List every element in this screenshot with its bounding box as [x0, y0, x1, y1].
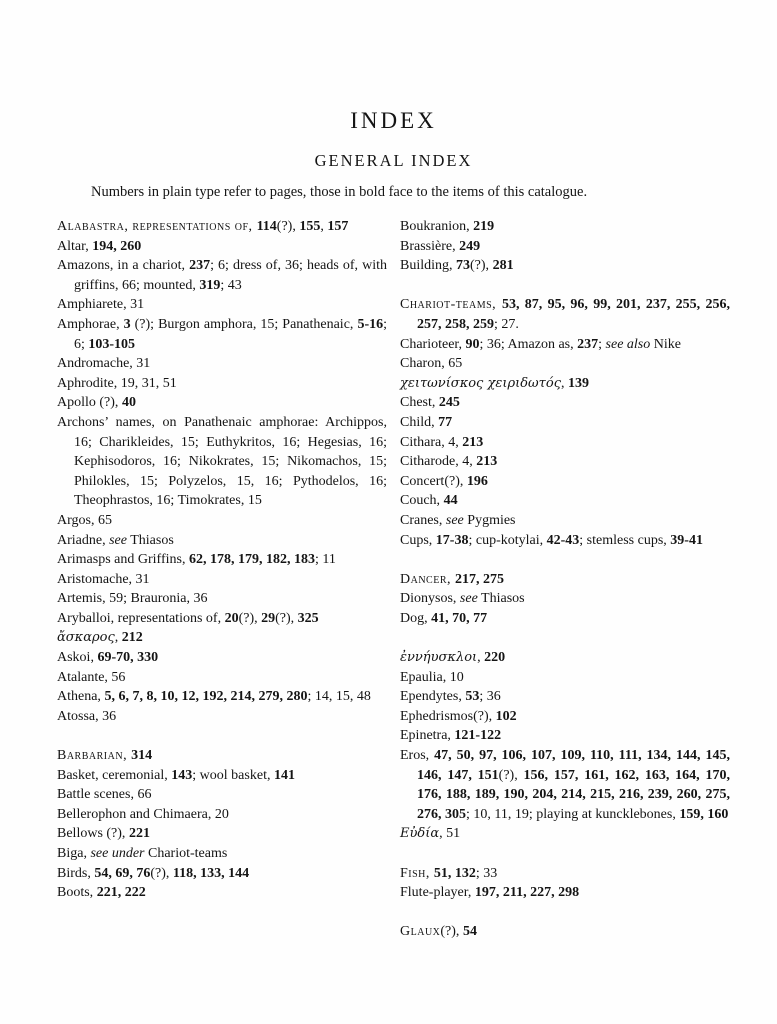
index-entry — [400, 256, 730, 276]
entry-run: 314 — [131, 748, 153, 764]
index-entry — [400, 413, 730, 433]
entry-run: Fish, — [400, 865, 434, 881]
index-entry — [57, 883, 387, 903]
entry-run: 42-43 — [546, 532, 580, 548]
index-entry — [400, 726, 730, 746]
entry-run: Amazons, in a chariot, — [57, 258, 190, 274]
entry-run: Charioteer, — [400, 336, 466, 352]
index-entry — [400, 531, 730, 551]
entry-run: 159, 160 — [679, 806, 729, 822]
entry-run: Ependytes, — [400, 689, 466, 705]
entry-run: ; wool basket, — [192, 767, 274, 783]
entry-run: ; 6; — [74, 316, 388, 352]
index-column-right — [400, 217, 730, 942]
entry-run: Artemis, 59; Brauronia, 36 — [57, 591, 208, 607]
entry-run: 40 — [121, 395, 136, 411]
entry-run: 213 — [476, 454, 498, 470]
index-entry — [400, 609, 730, 629]
index-entry — [57, 864, 387, 884]
entry-run: Glaux — [400, 924, 441, 940]
entry-run: 20 — [224, 610, 239, 626]
entry-run: Couch, — [400, 493, 444, 509]
entry-run: Eros, — [400, 748, 435, 764]
entry-run: (?), — [470, 258, 493, 274]
index-entry — [400, 217, 730, 237]
index-entry — [400, 237, 730, 257]
entry-run: 213 — [462, 434, 484, 450]
entry-run: 194, 260 — [92, 238, 142, 254]
index-entry — [57, 295, 387, 315]
entry-run: Dionysos, — [400, 591, 460, 607]
index-entry — [57, 707, 387, 727]
index-column-left — [57, 217, 387, 942]
index-entry — [400, 374, 730, 394]
entry-run: ; 6; dress of, 36; heads of, with griffins, 66; mounted, — [74, 258, 387, 293]
entry-run: ; cup-kotylai, — [468, 532, 547, 548]
entry-run: 69-70, 330 — [97, 650, 159, 666]
index-entry — [400, 687, 730, 707]
entry-run: (?); Burgon amphora, 15; Panathenaic, — [130, 316, 358, 332]
entry-run: , 51 — [439, 826, 461, 842]
entry-run: Arimasps and Griffins, — [57, 552, 189, 568]
index-entry — [57, 217, 387, 237]
index-entry — [57, 824, 387, 844]
index-entry — [400, 668, 730, 688]
entry-run: , — [114, 630, 122, 646]
entry-run: Dog, — [400, 610, 432, 626]
entry-run: 44 — [443, 493, 458, 509]
entry-run: see under — [90, 846, 145, 861]
entry-run: Brassière, — [400, 238, 460, 254]
entry-run: Thiasos — [477, 591, 525, 607]
entry-run: ; 27. — [494, 316, 519, 332]
entry-run: 41, 70, 77 — [431, 610, 488, 626]
entry-run: Aryballoi, representations of, — [57, 610, 225, 626]
entry-run: 156, 157, 161, 162, 163, 164, 170, 176, 188, 189, 190, 204, 214, 215, 216, 239, 260, 275, 276, 305 — [417, 767, 730, 822]
entry-run: Boots, — [57, 885, 97, 901]
entry-run: 237 — [577, 336, 599, 352]
entry-run: Amphiarete, 31 — [57, 297, 145, 313]
entry-run: Chariot-teams — [144, 846, 228, 861]
entry-run: 237 — [189, 258, 211, 274]
index-entry — [57, 550, 387, 570]
entry-run: ; 10, 11, 19; playing at kuncklebones, — [466, 806, 680, 822]
index-entry — [57, 531, 387, 551]
entry-run: Ephedrismos(?), — [400, 708, 496, 724]
entry-run: Εὐδία — [400, 826, 440, 842]
entry-run: ; stemless cups, — [579, 532, 671, 548]
entry-run: ; — [598, 336, 606, 352]
index-entry — [400, 335, 730, 355]
entry-run: 62, 178, 179, 182, 183 — [188, 552, 315, 568]
index-entry — [57, 315, 387, 354]
entry-run: (?), — [276, 219, 300, 234]
entry-run: ; 43 — [220, 277, 242, 293]
entry-run: 319 — [199, 277, 221, 293]
index-group-G — [400, 922, 730, 942]
entry-run: (?), — [440, 924, 463, 940]
entry-run: Boukranion, — [400, 219, 474, 234]
entry-run: ; 33 — [475, 865, 498, 881]
index-group-C — [400, 295, 730, 550]
entry-run: Cithara, 4, — [400, 434, 463, 450]
entry-run: 47, 50, 97, 106, 107, 109, 110, 111, 134, 144, 145, 146, 147, 151 — [417, 748, 730, 783]
entry-run: Askoi, — [57, 650, 98, 666]
entry-run: Alabastra, representations of, — [57, 219, 257, 234]
index-entry — [57, 785, 387, 805]
index-group-F — [400, 864, 730, 903]
index-group-B — [400, 217, 730, 276]
entry-run: (?), — [238, 610, 262, 626]
entry-run: see — [459, 591, 478, 607]
entry-run: Barbarian, — [57, 748, 132, 764]
entry-run: 103-105 — [88, 336, 136, 352]
entry-run: 157 — [327, 219, 349, 234]
entry-run: Argos, 65 — [57, 512, 112, 528]
entry-run: Birds, — [57, 865, 95, 881]
index-entry — [57, 805, 387, 825]
index-group-B — [57, 746, 387, 903]
index-entry — [57, 374, 387, 394]
index-group-E — [400, 648, 730, 844]
index-entry — [400, 295, 730, 334]
index-entry — [400, 511, 730, 531]
entry-run: Atossa, 36 — [57, 708, 117, 724]
index-entry — [400, 452, 730, 472]
entry-run: (?), — [150, 865, 173, 881]
entry-run: 221 — [128, 826, 150, 842]
entry-run: Child, — [400, 414, 439, 430]
index-columns — [57, 217, 730, 942]
index-entry — [57, 766, 387, 786]
index-entry — [57, 609, 387, 629]
index-entry — [400, 589, 730, 609]
entry-run: 155 — [299, 219, 321, 234]
entry-run: Ariadne, — [57, 532, 110, 548]
entry-run: Bellerophon and Chimaera, 20 — [57, 806, 229, 822]
entry-run: Biga, — [57, 846, 91, 861]
index-entry — [400, 472, 730, 492]
index-entry — [400, 393, 730, 413]
entry-run: 217, 275 — [455, 571, 505, 587]
entry-run: Concert(?), — [400, 473, 467, 489]
index-entry — [400, 922, 730, 942]
entry-run: 102 — [495, 708, 517, 724]
index-entry — [57, 746, 387, 766]
intro-note: Numbers in plain type refer to pages, those in bold face to the items of this catalogue. — [91, 184, 588, 200]
index-entry — [57, 844, 387, 864]
entry-run: , — [320, 219, 328, 234]
entry-run: ; 11 — [314, 552, 336, 568]
entry-run: 245 — [438, 395, 460, 411]
entry-run: Charon, 65 — [400, 356, 463, 372]
entry-run: Citharode, 4, — [400, 454, 477, 470]
entry-run: 221, 222 — [96, 885, 146, 901]
entry-run: 141 — [273, 767, 295, 783]
index-entry — [57, 589, 387, 609]
index-entry — [57, 393, 387, 413]
entry-run: χειτωνίσκος χειριδωτός — [400, 375, 561, 391]
entry-run: 5-16 — [357, 316, 384, 332]
entry-run: 5, 6, 7, 8, 10, 12, 192, 214, 279, 280 — [104, 689, 308, 705]
index-entry — [57, 413, 387, 511]
entry-run: Basket, ceremonial, — [57, 767, 172, 783]
index-entry — [57, 256, 387, 295]
entry-run: ; 36 — [479, 689, 501, 705]
entry-run: 17-38 — [435, 532, 469, 548]
entry-run: 220 — [484, 650, 506, 666]
index-group-D — [400, 570, 730, 629]
entry-run: 51, 132 — [433, 865, 476, 881]
index-entry — [57, 511, 387, 531]
index-entry — [400, 883, 730, 903]
entry-run: Cranes, — [400, 512, 446, 528]
entry-run: (?), — [275, 610, 298, 626]
entry-run: Archons’ names, on Panathenaic amphorae: Archippos, 16; Charikleides, 15; Euthykritos, 16; Hegesias, 16; Kephisodoros, 16; Nikokrates, 15; Nikomachos, 15; Philokles, 15; Polyzelos, 15, 16; Pythodelos, 16; Theophrastos, 16; Timokrates, 15 — [57, 414, 387, 509]
entry-run: 143 — [171, 767, 193, 783]
index-entry — [400, 648, 730, 668]
entry-run: ; 14, 15, 48 — [307, 689, 371, 705]
index-entry — [57, 687, 387, 707]
entry-run: ἐννήυσκλοι — [400, 650, 478, 666]
entry-run: Cups, — [400, 532, 436, 548]
entry-run: Athena, — [57, 689, 105, 705]
entry-run: 196 — [466, 473, 488, 489]
index-group-A — [57, 217, 387, 726]
index-entry — [400, 864, 730, 884]
entry-run: 118, 133, 144 — [172, 865, 250, 881]
entry-run: Battle scenes, 66 — [57, 787, 152, 803]
index-entry — [57, 570, 387, 590]
index-entry — [400, 354, 730, 374]
entry-run: , — [477, 650, 485, 666]
entry-run: Aphrodite, 19, 31, 51 — [57, 375, 177, 391]
entry-run: 90 — [465, 336, 480, 352]
entry-run: 29 — [261, 610, 276, 626]
index-entry — [57, 237, 387, 257]
section-title: GENERAL INDEX — [314, 151, 473, 170]
entry-run: 325 — [297, 610, 319, 626]
entry-run: Nike — [650, 336, 681, 352]
entry-run: , — [561, 375, 568, 391]
entry-run: 39-41 — [670, 532, 703, 548]
entry-run: Amphorae, — [57, 316, 124, 332]
entry-run: 54 — [462, 924, 477, 940]
entry-run: ἄσκαρος — [57, 630, 115, 646]
entry-run: 53, 87, 95, 96, 99, 201, 237, 255, 256, 257, 258, 259 — [417, 297, 730, 332]
index-entry — [400, 570, 730, 590]
index-entry — [400, 433, 730, 453]
index-entry — [400, 746, 730, 824]
index-entry — [400, 707, 730, 727]
entry-run: see — [109, 532, 127, 548]
entry-run: Chariot-teams, — [400, 297, 502, 313]
entry-run: Altar, — [57, 238, 93, 254]
entry-run: 73 — [456, 258, 471, 274]
entry-run: 53 — [465, 689, 480, 705]
index-entry — [57, 628, 387, 648]
entry-run: Pygmies — [463, 512, 516, 528]
index-entry — [57, 668, 387, 688]
entry-run: Epinetra, — [400, 728, 455, 744]
entry-run: Dancer, — [400, 571, 456, 587]
index-entry — [400, 491, 730, 511]
entry-run: Aristomache, 31 — [57, 571, 150, 587]
entry-run: see also — [605, 336, 651, 352]
entry-run: Epaulia, 10 — [400, 669, 464, 685]
entry-run: Thiasos — [126, 532, 174, 548]
entry-run: 249 — [459, 238, 481, 254]
index-entry — [400, 824, 730, 844]
entry-run: 212 — [121, 630, 143, 646]
entry-run: Bellows (?), — [57, 826, 129, 842]
entry-run: Building, — [400, 258, 457, 274]
index-entry — [57, 354, 387, 374]
entry-run: 3 — [123, 316, 131, 332]
entry-run: 77 — [438, 414, 453, 430]
entry-run: 121-122 — [454, 728, 502, 744]
entry-run: Flute-player, — [400, 885, 475, 901]
entry-run: (?), — [498, 767, 524, 783]
entry-run: Andromache, 31 — [57, 356, 151, 372]
entry-run: Atalante, 56 — [57, 669, 126, 685]
entry-run: Chest, — [400, 395, 439, 411]
index-entry — [57, 648, 387, 668]
entry-run: 219 — [473, 219, 495, 234]
entry-run: 281 — [492, 258, 514, 274]
entry-run: 139 — [568, 375, 589, 391]
page-title: INDEX — [350, 108, 437, 133]
entry-run: Apollo (?), — [57, 395, 122, 411]
entry-run: 114 — [256, 219, 277, 234]
entry-run: ; 36; Amazon as, — [479, 336, 578, 352]
entry-run: see — [445, 512, 464, 528]
entry-run: 197, 211, 227, 298 — [474, 885, 580, 901]
entry-run: 54, 69, 76 — [94, 865, 151, 881]
